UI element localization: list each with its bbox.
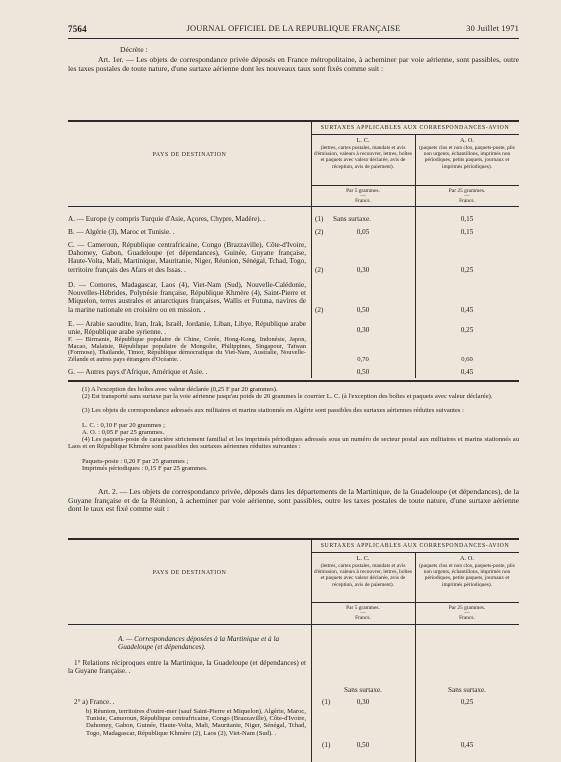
table1-ao-title: A. O.: [459, 137, 475, 144]
footnote-4: (4) Les paquets-poste de caractère strictement familial et les imprimés périodiques adressés sous un numéro de secteur postal aux militaires et marins stationnés au Laos et en République Khmère sont passibles des surtaxes aériennes réduites suivantes :: [68, 436, 519, 451]
table1-lc-unit: Par 5 grammes.: [346, 188, 380, 194]
table2-row-2a-lc: 0,30: [356, 698, 370, 706]
table1-row-b-ao: 0,15: [460, 228, 474, 236]
table2-lc-currency: Francs.: [355, 615, 371, 621]
table1-bottom-rule: [68, 380, 519, 382]
table2-row-2b-ao: 0,45: [460, 741, 474, 749]
table1-row-f-ao: 0,60: [461, 356, 473, 363]
table1-row-b-label: B. — Algérie (3), Maroc et Tunisie. .: [68, 228, 175, 236]
table1-lc-dash: —: [360, 193, 366, 199]
table1-row-g-label: G. — Autres pays d'Afrique, Amérique et Asie. .: [68, 368, 208, 376]
header-rule: [68, 38, 519, 39]
table1-row-d-label: D. — Comores, Madagascar, Laos (4), Viet-Nam (Sud), Nouvelle-Calédonie, Nouvelles-Hébrides, Polynésie française, République Khmère (4), Saint-Pierre et Miquelon, terres australes et antarctiques françaises, Wallis et Futuna, navires de la marine nationale en croisière ou en mission. .: [68, 281, 306, 314]
running-header: [68, 24, 519, 36]
table2-lc-description: (lettres, cartes postales, mandats et avis d'émission, valeurs à recouvrer, lettres, boîtes et paquets avec valeur déclarée, avis de réception, avis de paiement).: [313, 563, 413, 588]
table2-top-rule: [68, 538, 519, 540]
footnote-3-lc: L. C. : 0,10 F par 20 grammes ;: [82, 422, 165, 429]
footnote-2: (2) Est transporté sans surtaxe par la voie aérienne jusqu'au poids de 20 grammes le courrier L. C. (à l'exception des boîtes et paquets avec valeur déclarée).: [82, 393, 493, 400]
table1-ao-currency: Francs.: [459, 198, 475, 204]
table2-lc-dash: —: [360, 610, 366, 616]
table1-row-g-lc: 0,50: [356, 368, 370, 376]
table2-ao-currency: Francs.: [459, 615, 475, 621]
table1-row-a-lc: Sans surtaxe.: [333, 215, 371, 223]
table1-ao-unit: Par 25 grammes.: [448, 188, 486, 194]
table2-row-2b-lc: 0,50: [356, 741, 370, 749]
issue-date: 30 Juillet 1971: [466, 24, 519, 33]
table2-divider-main: [311, 540, 312, 762]
table2-row-1-label: 1° Relations réciproques entre la Martinique, la Guadeloupe (et dépendances) et la Guyane française. .: [68, 659, 306, 676]
table1-row-c-label: C. — Cameroun, République centrafricaine, Congo (Brazzaville), Côte-d'Ivoire, Dahomey, Gabon, Guadeloupe (et dépendances), Guinée, Guyane française, Haute-Volta, Mali, Martinique, Mauritanie, Niger, Réunion, Sénégal, Tchad, Togo, territoire français des Afars et des Issas. .: [68, 241, 306, 274]
table1-lc-title: L. C.: [356, 137, 370, 144]
page-number: 7564: [68, 24, 87, 34]
table2-ao-dash: —: [464, 610, 470, 616]
table2-row-1-lc: Sans surtaxe.: [344, 686, 382, 694]
table1-destination-heading: PAYS DE DESTINATION: [152, 152, 227, 158]
table1-row-d-ao: 0,45: [460, 306, 474, 314]
table2-ao-description: (paquets clos et non clos, paquets-poste, plis non urgents, échantillons, imprimés non périodiques, petits paquets, journaux et imprimés périodiques).: [419, 563, 515, 588]
footnote-1: (1) A l'exception des boîtes avec valeur déclarée (0,25 F par 20 grammes).: [82, 386, 278, 393]
table1-row-c-lc: 0,30: [356, 266, 370, 274]
decrete-line: Décrète :: [120, 45, 148, 54]
table1-lc-currency: Francs.: [355, 198, 371, 204]
table2-row-1-ao: Sans surtaxe.: [448, 686, 486, 694]
table2-ao-unit: Par 25 grammes.: [448, 605, 486, 611]
table1-divider-lc-ao-bottom: [415, 364, 416, 378]
table2-section-a-heading: A. — Correspondances déposées à la Martinique et à la Guadeloupe (et dépendances).: [118, 635, 280, 652]
table1-row-g-ao: 0,45: [460, 368, 474, 376]
table2-row-2b-note: (1): [322, 741, 331, 749]
table2-row-2a-note: (1): [322, 698, 331, 706]
footnote-4-imprimes: Imprimés périodiques : 0,15 F par 25 grammes.: [82, 465, 208, 472]
table1-row-f-lc: 0,70: [357, 356, 369, 363]
table1-subheader-rule: [311, 134, 519, 135]
table1-header-rule: [68, 206, 519, 207]
table2-row-2a-ao: 0,25: [460, 698, 474, 706]
footnote-3: (3) Les objets de correspondance adressés aux militaires et marins stationnés en Algérie sont passibles des surtaxes aériennes réduites suivantes :: [82, 407, 464, 414]
table1-row-b-note: (2): [315, 228, 324, 236]
table2-unit-rule: [311, 602, 519, 603]
journal-title: JOURNAL OFFICIEL DE LA REPUBLIQUE FRANÇAISE: [186, 24, 401, 33]
table2-divider-lc-ao: [415, 552, 416, 762]
table1-divider-main-bottom: [311, 364, 312, 378]
table1-row-e-lc: 0,30: [356, 326, 370, 334]
table1-row-d-note: (2): [315, 306, 324, 314]
table1-row-c-ao: 0,25: [460, 266, 474, 274]
table1-ao-dash: —: [464, 193, 470, 199]
table1-row-a-label: A. — Europe (y compris Turquie d'Asie, Açores, Chypre, Madère). .: [68, 215, 265, 223]
table1-lc-description: (lettres, cartes postales, mandats et avis d'émission, valeurs à recouvrer, lettres, boîtes et paquets avec valeur déclarée, avis de réception, avis de paiement).: [313, 145, 413, 170]
table1-row-e-ao: 0,25: [460, 326, 474, 334]
table1-row-e-label: E. — Arabie saoudite, Iran, Irak, Israël, Jordanie, Liban, Libye, République arabe unie, République arabe syrienne. .: [68, 320, 306, 337]
table1-row-a-note: (1): [315, 215, 324, 223]
table2-header-rule: [68, 624, 519, 625]
table1-surtaxes-heading: SURTAXES APPLICABLES AUX CORRESPONDANCES-AVION: [320, 125, 510, 131]
table1-unit-rule: [311, 185, 519, 186]
table2-surtaxes-heading: SURTAXES APPLICABLES AUX CORRESPONDANCES-AVION: [320, 543, 510, 549]
article-1-text: Art. 1er. — Les objets de correspondance privée déposés en France métropolitaine, à acheminer par voie aérienne, sont passibles, outre les taxes postales de toute nature, d'une surtaxe aérienne dont les nouveaux taux sont fixés comme suit :: [68, 55, 519, 73]
table1-row-a-ao: 0,15: [460, 215, 474, 223]
table2-row-2a-label: 2° a) France. .: [74, 698, 115, 706]
table1-row-b-lc: 0,05: [356, 228, 370, 236]
table2-destination-heading: PAYS DE DESTINATION: [152, 570, 227, 576]
table2-lc-title: L. C.: [356, 555, 370, 562]
table1-row-f-label: F. — Birmanie, République populaire de Chine, Corée, Hong-Kong, Indonésie, Japon, Macao, Malaisie, République populaire de Mongolie, Philippines, Singapour, Taïwan (Formose), Thaïlande, Timor, République démocratique du Viet-Nam, Australie, Nouvelle-Zélande et autres pays étrangers d'Océanie. .: [68, 336, 306, 363]
footnote-3-ao: A. O. : 0,05 F par 25 grammes.: [82, 429, 165, 436]
table1-row-d-lc: 0,50: [356, 306, 370, 314]
table1-row-c-note: (2): [315, 266, 324, 274]
table2-subheader-rule: [311, 552, 519, 553]
table1-top-rule: [68, 120, 519, 122]
table2-ao-title: A. O.: [459, 555, 475, 562]
table2-lc-unit: Par 5 grammes.: [346, 605, 380, 611]
footnote-4-paquets: Paquets-poste : 0,20 F par 25 grammes ;: [82, 458, 189, 465]
article-2-text: Art. 2. — Les objets de correspondance privée, déposés dans les départements de la Martinique, de la Guadeloupe (et dépendances), de la Guyane française et de la Réunion, à acheminer par voie aérienne, sont passibles, outre les taxes postales de toute nature, d'une surtaxe aérienne dont le taux est fixé comme suit :: [68, 487, 519, 514]
table2-row-2b-label: b) Réunion, territoires d'outre-mer (sauf Saint-Pierre et Miquelon), Algérie, Maroc, Tunisie, Cameroun, République centrafricaine, Congo (Brazzaville), Côte-d'Ivoire, Dahomey, Gabon, Guinée, Haute-Volta, Mali, Mauritanie, Niger, Sénégal, Tchad, Togo, Madagascar, République Khmère (2), Laos (2), Viet-Nam (Sud). .: [86, 708, 306, 737]
table1-ao-description: (paquets clos et non clos, paquets-poste, plis non urgents, échantillons, imprimés non périodiques, petits paquets, journaux et imprimés périodiques).: [419, 145, 515, 170]
